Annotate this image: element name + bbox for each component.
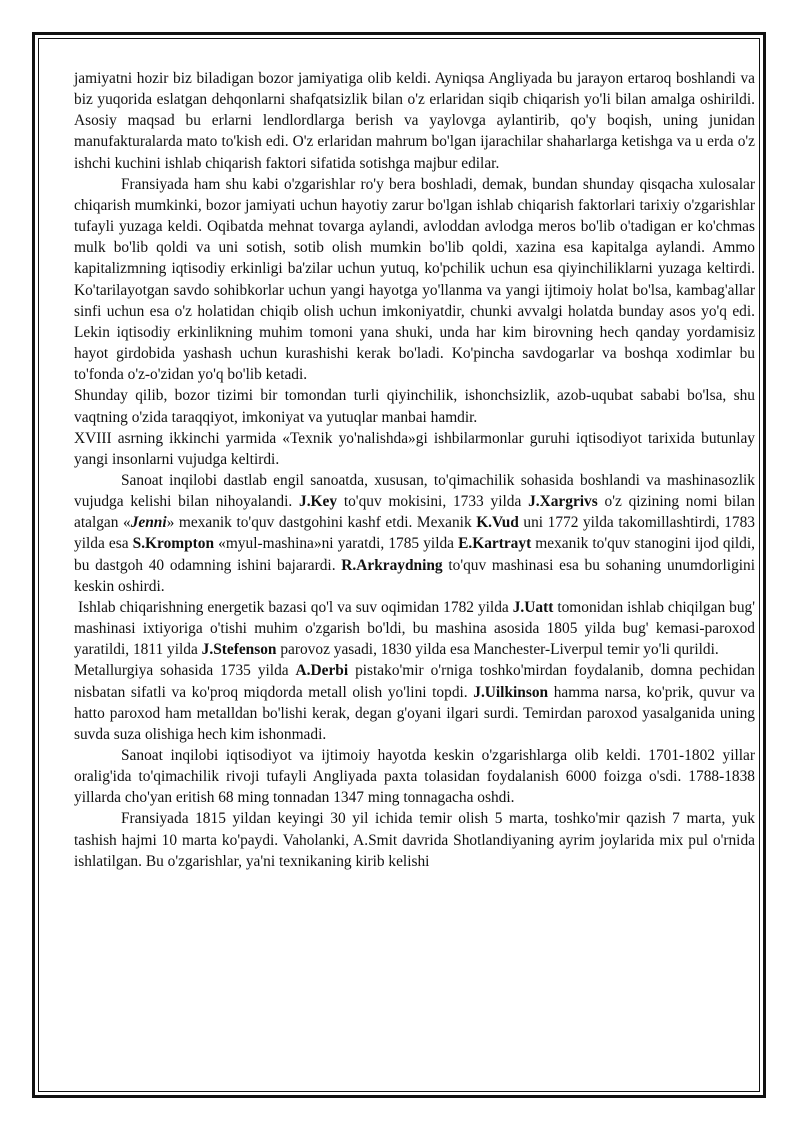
text-run: parovoz yasadi, 1830 yilda esa Manchester-Liverpul temir yo'li qurildi. (276, 641, 719, 659)
bold-name: J.Uatt (512, 598, 554, 616)
paragraph (74, 68, 755, 174)
bold-name: J.Xargrivs (528, 493, 598, 511)
paragraph (74, 808, 755, 871)
text-run: to'quv mokisini, 1733 yilda (337, 493, 529, 511)
text-run: » mexanik to'quv dastgohini kashf etdi. Mexanik (166, 514, 477, 532)
paragraph (74, 470, 755, 597)
bold-name: E.Kartrayt (458, 535, 532, 553)
bold-name: S.Krompton (132, 535, 215, 553)
text-run: tomonidan ishlab chiqilgan bug' mashinasi ixtiyoriga o'tishi muhim o'zgarish bo'ldi, bu mashina asosida 1805 yilda bug' kemasi-paroxod yaratildi, 1811 yilda (74, 598, 755, 659)
text-run: uni 1772 yilda takomillashtirdi, 1783 yilda esa (74, 514, 755, 553)
text-run: Sanoat inqilobi iqtisodiyot va ijtimoiy hayotda keskin o'zgarishlarga olib keldi. 1701-1802 yillar oralig'ida to'qimachilik rivoji tufayli Angliyada paxta tolasidan foydalanish 6000 foizga o'sdi. 1788-1838 yillarda cho'yan eritish 68 ming tonnadan 1347 ming tonnagacha oshdi. (74, 747, 755, 807)
text-run: o'z qizining nomi bilan atalgan « (74, 493, 755, 532)
text-run: Fransiyada ham shu kabi o'zgarishlar ro'y bera boshladi, demak, bundan shunday qisqacha xulosalar chiqarish mumkinki, bozor jamiyati uchun hayotiy zarur bo'lgan ishlab chiqarish faktorlari tarixiy o'zgarishlar tufayli yuzaga keldi. Oqibatda mehnat tovarga aylandi, avloddan avlodga meros bo'lib o'tadigan er ko'chmas mulk bo'lib qoldi va uni sotish, sotib olish mumkin bo'lib qoldi, xazina esa kapitalga aylandi. Ammo kapitalizmning iqtisodiy erkinligi ba'zilar uchun yutuq, ko'pchilik uchun esa qiyinchiliklarni yuzaga keltirdi. Ko'tarilayotgan savdo sohibkorlar uchun yangi hayotga yo'llanma va yangi ijtimoiy holat bo'lsa, kambag'allar sinfi uchun esa o'z holatidan chiqib olish uchun imkoniyatdir, chunki avvalgi holatda bunday asos yo'q edi. Lekin iqtisodiy erkinlikning muhim tomoni yana shuki, unda har kim birovning hech qanday yordamisiz hayot girdobida yashash uchun kurashishi kerak bo'ladi. Ko'pincha savdogarlar va boshqa xodimlar bu to'fonda o'z-o'zidan yo'q bo'lib ketadi. (74, 175, 755, 384)
paragraph (74, 428, 755, 470)
text-run: Ishlab chiqarishning energetik bazasi qo'l va suv oqimidan 1782 yilda (78, 598, 513, 616)
text-run: Sanoat inqilobi dastlab engil sanoatda, xususan, to'qimachilik sohasida boshlandi va mashinasozlik vujudga kelishi bilan nihoyalandi. (74, 471, 755, 511)
bold-name: A.Derbi (295, 662, 349, 680)
bold-name: J.Key (299, 493, 338, 511)
text-run: jamiyatni hozir biz biladigan bozor jamiyatiga olib keldi. Ayniqsa Angliyada bu jarayon ertaroq boshlandi va biz yuqorida eslatgan dehqonlarni shafqatsizlik bilan o'z erlaridan siqib chiqarish yo'li bilan amalga oshirildi. Asosiy maqsad bu erlarni lendlordlarga berish va yaylovga aylantirib, qo'y boqish, uning junidan manufakturalarda mato to'kish edi. O'z erlaridan mahrum bo'lgan ijarachilar shaharlarga ketishga va u erda o'z ishchi kuchini ishlab chiqarish faktori sifatida sotishga majbur edilar. (74, 70, 755, 172)
text-run: «myul-mashina»ni yaratdi, 1785 yilda (214, 535, 459, 553)
bold-name: J.Uilkinson (473, 683, 549, 701)
bold-name: R.Arkraydning (341, 556, 443, 574)
paragraph (74, 660, 755, 745)
bold-name: K.Vud (476, 514, 519, 532)
text-run: mexanik to'quv stanogini ijod qildi, bu dastgoh 40 odamning ishini bajarardi. (74, 535, 755, 574)
text-run: hamma narsa, ko'prik, quvur va hatto paroxod ham metalldan bo'lishi kerak, degan g'oyani ilgari surdi. Temirdan paroxod yasalganida uning suvda suza olishiga hech kim ishonmadi. (74, 683, 755, 743)
bold-name: Jenni (130, 514, 167, 532)
text-run: XVIII asrning ikkinchi yarmida «Texnik yo'nalishda»gi ishbilarmonlar guruhi iqtisodiyot tarixida butunlay yangi insonlarni vujudga keltirdi. (74, 429, 755, 468)
text-run: to'quv mashinasi esa bu sohaning unumdorligini keskin oshirdi. (74, 556, 756, 595)
paragraph (74, 745, 755, 808)
paragraph (74, 385, 755, 427)
paragraph (74, 597, 755, 660)
text-run: Shunday qilib, bozor tizimi bir tomondan turli qiyinchilik, ishonchsizlik, azob-uqubat sababi bo'lsa, shu vaqtning o'zida taraqqiyot, imkoniyat va yutuqlar manbai hamdir. (74, 387, 755, 426)
bold-name: J.Stefenson (201, 641, 277, 659)
text-run: Fransiyada 1815 yildan keyingi 30 yil ichida temir olish 5 marta, toshko'mir qazish 7 marta, yuk tashish hajmi 10 marta ko'paydi. Vaholanki, A.Smit davrida Shotlandiyaning ayrim joylarida mix pul o'rnida ishlatilgan. Bu o'zgarishlar, ya'ni texnikaning kirib kelishi (74, 810, 755, 870)
text-run: Metallurgiya sohasida 1735 yilda (74, 662, 296, 680)
text-run: pistako'mir o'rniga toshko'mirdan foydalanib, domna pechidan nisbatan sifatli va ko'proq miqdorda metall olish yo'lini topdi. (74, 662, 755, 701)
paragraph (74, 174, 755, 386)
document-body (74, 68, 755, 872)
